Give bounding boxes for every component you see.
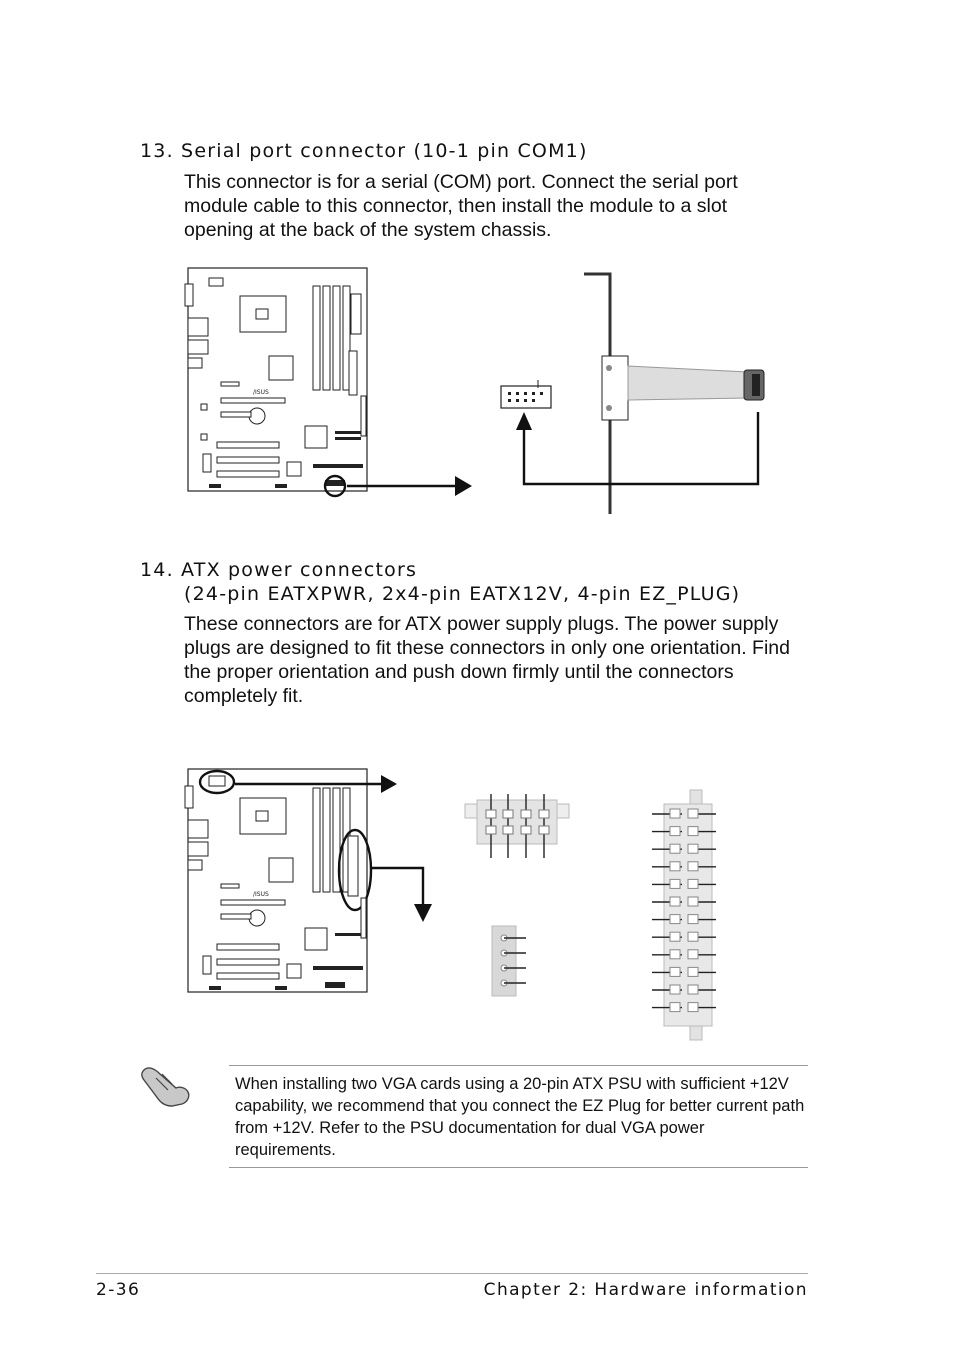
- motherboard-diagram-power: [183, 766, 443, 998]
- section-14-heading: 14. ATX power connectors: [140, 559, 418, 581]
- hand-note-icon: [138, 1064, 194, 1108]
- section-13-paragraph: This connector is for a serial (COM) port. Connect the serial port module cable to this connector, then install the module to a slot opening at the back of the system chassis.: [184, 171, 738, 241]
- ez-plug-illustration: [490, 924, 530, 998]
- eatxpwr-24pin-illustration: [650, 788, 720, 1042]
- com-module-illustration: [498, 270, 778, 520]
- motherboard-diagram-com1: [183, 266, 373, 498]
- note-bottom-rule: [229, 1167, 808, 1168]
- footer-rule: [96, 1273, 808, 1274]
- page-number: 2-36: [96, 1280, 141, 1300]
- board-logo-1: /ISUS: [253, 389, 269, 396]
- section-14-paragraph: These connectors are for ATX power supply plugs. The power supply plugs are designed to fit these connectors in only one orientation. Find the proper orientation and push down firmly until the connectors completely fit.: [184, 613, 790, 707]
- section-13-heading: 13. Serial port connector (10-1 pin COM1): [140, 140, 588, 162]
- note-top-rule: [229, 1065, 808, 1066]
- section-14-subheading: (24-pin EATXPWR, 2x4-pin EATX12V, 4-pin EZ_PLUG): [184, 583, 741, 605]
- note-text: When installing two VGA cards using a 20-pin ATX PSU with sufficient +12V capability, we recommend that you connect the EZ Plug for better current path from +12V. Refer to the PSU documentation for dual VGA power requirements.: [235, 1075, 805, 1159]
- chapter-title: Chapter 2: Hardware information: [483, 1280, 808, 1300]
- board-logo-2: /ISUS: [253, 891, 269, 898]
- eatx12v-plug-illustration: [463, 792, 573, 862]
